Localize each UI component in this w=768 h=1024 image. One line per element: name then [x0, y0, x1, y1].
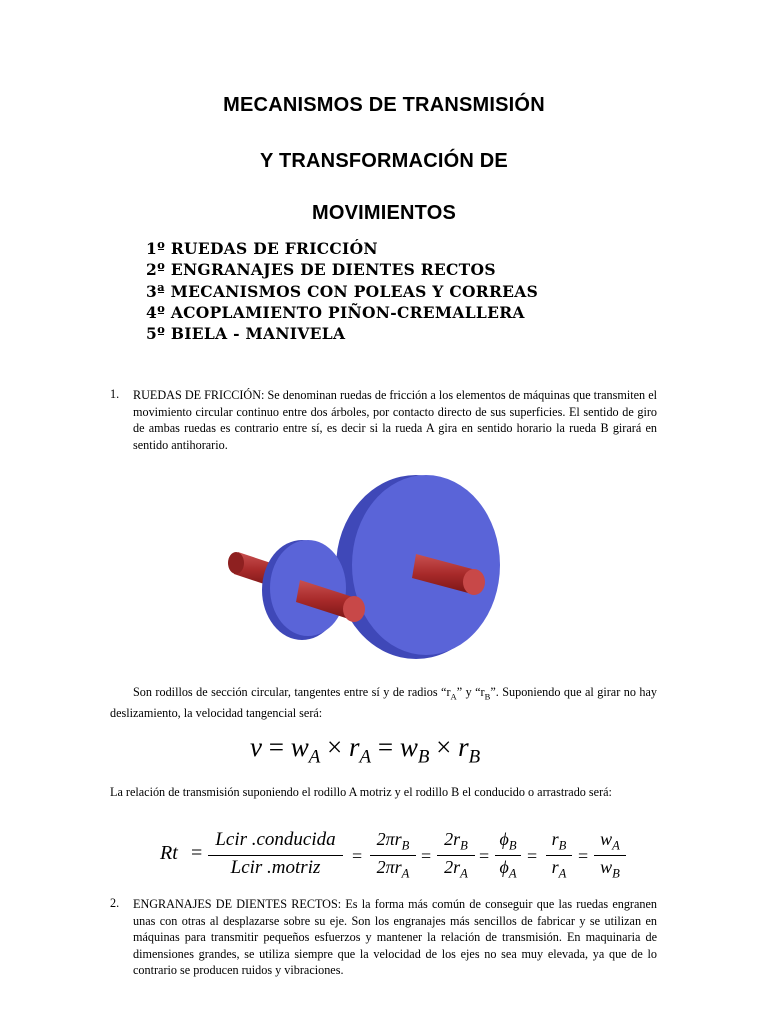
section-1-text: RUEDAS DE FRICCIÓN: Se denominan ruedas de fricción a los elementos de máquinas que transmiten el movimiento circular continuo entre dos árboles, por contacto directo de sus superficies. El sentido de giro de ambas ruedas es contrario entre sí, es decir si la rueda A gira en sentido horario la rueda B girará en sentido antihorario.: [133, 388, 657, 452]
title-line-1: MECANISMOS DE TRANSMISIÓN: [223, 94, 545, 116]
shaft-b-end: [463, 569, 485, 595]
eq-numerator: $w_A$: [600, 829, 620, 853]
contents-item: 4º ACOPLAMIENTO PIÑON-CREMALLERA: [146, 302, 525, 322]
section-2-number: 2.: [110, 896, 120, 910]
eq-numerator: $\phi_B$: [499, 829, 517, 853]
section-2-text: ENGRANAJES DE DIENTES RECTOS: Es la forma más común de conseguir que las ruedas engranen unas con otras al desplazarse sobre su eje. Son los engranajes más sencillos de fabricar y se utilizan en máquinas para transmitir pequeños esfuerzos y mantener la relación de transmisión. En maquinaria de dimensiones grandes, se utiliza siempre que la velocidad de los ejes no sea muy elevada, ya que de lo contrario se producen ruidos y vibraciones.: [133, 897, 657, 978]
friction-wheels-illustration: [220, 470, 520, 660]
eq-denominator: $2r_A$: [444, 857, 468, 881]
contents-item: 3ª MECANISMOS CON POLEAS Y CORREAS: [146, 281, 539, 301]
rollers-paragraph: Son rodillos de sección circular, tangentes entre sí y de radios “$r_A$” y “$r_B$”. Suponiendo que al girar no hay deslizamiento, la velocidad tangencial será:: [110, 685, 657, 721]
shaft-a-end: [343, 596, 365, 622]
eq-rt: Rt: [160, 842, 178, 864]
title-line-3: MOVIMIENTOS: [311, 202, 457, 224]
title-line-2: Y TRANSFORMACIÓN DE: [260, 150, 508, 172]
eq-denominator: $2\pi r_A$: [376, 857, 410, 881]
eq-sign: =: [479, 846, 490, 866]
section-1-number: 1.: [110, 387, 120, 401]
contents-item: 2º ENGRANAJES DE DIENTES RECTOS: [146, 260, 496, 280]
eq-sign: =: [578, 846, 589, 866]
ratio-paragraph: La relación de transmisión suponiendo el rodillo A motriz y el rodillo B el conducido o arrastrado será:: [110, 785, 612, 799]
tangential-speed-equation: $v = w_A \times r_A = w_B \times r_B$: [250, 732, 481, 768]
eq-sign: =: [191, 842, 203, 864]
eq-numerator: $r_B$: [551, 829, 567, 853]
contents-list: [146, 238, 538, 344]
eq-denominator: Lcir .motriz: [230, 857, 321, 878]
eq-numerator: $2\pi r_B$: [376, 829, 410, 853]
eq-sign: =: [352, 846, 363, 866]
eq-sign: =: [527, 846, 538, 866]
eq-sign: =: [421, 846, 432, 866]
eq-numerator: $2r_B$: [444, 829, 468, 853]
eq-denominator: $r_A$: [551, 857, 567, 881]
shaft-a-rear-end: [228, 552, 244, 574]
contents-item: 1º RUEDAS DE FRICCIÓN: [146, 239, 378, 258]
contents-item: 5º BIELA - MANIVELA: [146, 324, 346, 344]
eq-denominator: $\phi_A$: [499, 857, 517, 881]
eq-numerator: Lcir .conducida: [215, 829, 336, 850]
eq-denominator: $w_B$: [600, 857, 620, 881]
